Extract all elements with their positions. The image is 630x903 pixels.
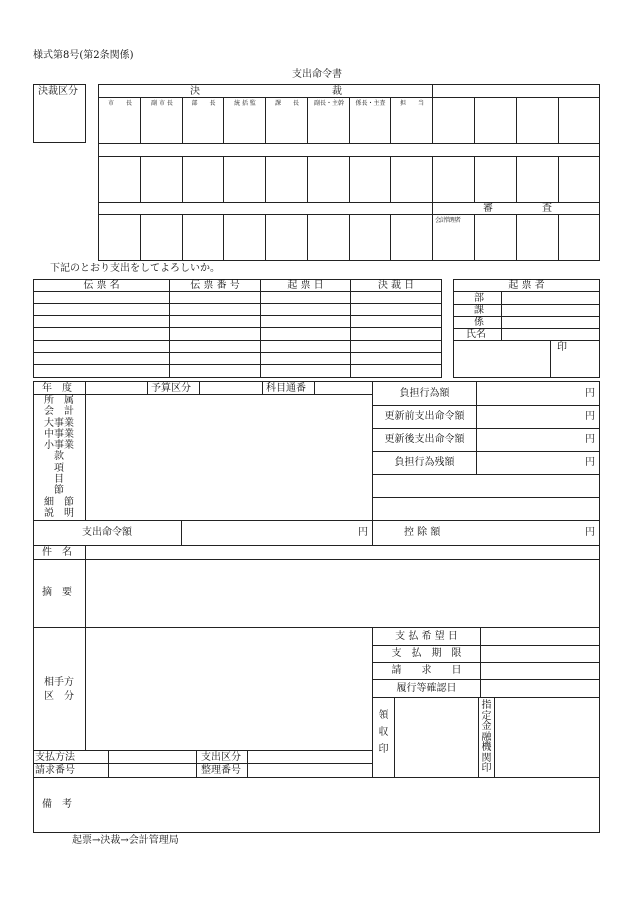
role-tanto: 担 当	[399, 100, 424, 107]
kihyosha-ka-label: 課	[474, 305, 484, 316]
yen-unit-2: 円	[585, 411, 595, 422]
kojo-gaku-label: 控 除 額	[404, 527, 441, 538]
role-kacho: 課 長	[274, 100, 299, 107]
biko-label: 備 考	[42, 799, 72, 810]
ryoshu-in-label: 領 収 印	[378, 710, 389, 755]
header-denpyo-mei: 伝 票 名	[83, 280, 120, 291]
page-title: 支出命令書	[292, 69, 342, 80]
kaikei-kanrisha-label: 会計管理者	[435, 217, 461, 224]
nendo-label: 年 度	[42, 383, 72, 394]
kihyosha-kakari-label: 係	[474, 317, 484, 328]
routing-note: 起票→決裁→会計管理局	[72, 835, 179, 846]
koshin-mae-label: 更新前支出命令額	[384, 411, 465, 422]
role-fukucho-shukan: 副長・主幹	[313, 100, 344, 107]
budget-classification-field[interactable]	[86, 395, 372, 520]
futan-koi-gaku-label: 負担行為額	[399, 388, 450, 399]
shitei-kinyu-kikan-in-label: 指 定 金 融 機 関 印	[481, 700, 492, 774]
header-denpyo-bango: 伝 票 番 号	[190, 280, 240, 291]
header-kihyo-bi: 起 票 日	[287, 280, 324, 291]
koshin-go-label: 更新後支出命令額	[384, 434, 465, 445]
kihyosha-bu-label: 部	[474, 293, 484, 304]
yen-unit-4: 円	[585, 457, 595, 468]
role-kakaricho-shusa: 係長・主査	[355, 100, 386, 107]
seikyu-bango-label: 請求番号	[35, 765, 75, 776]
kessai-kubun-label: 決裁区分	[38, 86, 78, 97]
shinsa-right-char: 査	[542, 203, 552, 214]
rikou-kakunin-bi-label: 履行等確認日	[396, 683, 457, 694]
shiharai-hoho-label: 支払方法	[35, 752, 75, 763]
kenmei-field[interactable]	[86, 546, 600, 559]
role-bucho: 部 長	[191, 100, 216, 107]
yen-unit-3: 円	[585, 434, 595, 445]
aite-kubun-label: 相手方 区 分	[44, 677, 74, 702]
tekiyo-field[interactable]	[86, 560, 600, 627]
nendo-field[interactable]	[86, 382, 147, 394]
role-shicho: 市 長	[107, 100, 132, 107]
tekiyo-label: 摘 要	[42, 587, 72, 598]
kenmei-label: 件 名	[42, 547, 72, 558]
yosan-kubun-label: 予算区分	[151, 383, 191, 394]
kihyosha-shimei-label: 氏名	[466, 329, 486, 340]
yosan-kubun-field[interactable]	[200, 382, 262, 394]
kessai-right-char: 裁	[332, 86, 342, 97]
kamoku-tsuban-label: 科目通番	[266, 383, 306, 394]
yen-unit-6: 円	[585, 527, 595, 538]
yen-unit-1: 円	[585, 388, 595, 399]
kihyosha-title: 起 票 者	[508, 280, 545, 291]
futan-koi-zangaku-label: 負担行為残額	[394, 457, 455, 468]
aite-field[interactable]	[86, 628, 372, 750]
shinsa-left-char: 審	[483, 203, 493, 214]
role-fuku-shicho: 副 市 長	[151, 100, 173, 107]
shishutsu-meireigaku-label: 支出命令額	[82, 527, 132, 538]
shiharai-kigen-label: 支 払 期 限	[391, 648, 462, 659]
kamoku-tsuban-field[interactable]	[315, 382, 372, 394]
header-kessai-bi: 決 裁 日	[377, 280, 415, 291]
seikyu-bi-label: 請 求 日	[391, 665, 462, 676]
kojo-gaku-field[interactable]	[477, 521, 581, 545]
seiri-bango-label: 整理番号	[201, 765, 241, 776]
request-sentence: 下記のとおり支出をしてよろしいか。	[50, 263, 220, 274]
biko-field[interactable]	[86, 778, 600, 832]
role-tokatsukan: 統 括 監	[234, 100, 256, 107]
shishutsu-meireigaku-field[interactable]	[182, 521, 354, 545]
shishutsu-kubun-label: 支出区分	[201, 752, 241, 763]
yen-unit-5: 円	[358, 527, 368, 538]
shiharai-kibo-bi-label: 支 払 希 望 日	[395, 631, 458, 642]
form-number-label: 様式第8号(第2条関係)	[33, 50, 134, 61]
budget-classification-labels: 所 属 会 計 大事業 中事業 小事業 款 項 目 節 細 節 説 明	[44, 395, 74, 519]
kessai-left-char: 決	[190, 86, 200, 97]
kihyosha-seal-label: 印	[557, 342, 567, 353]
